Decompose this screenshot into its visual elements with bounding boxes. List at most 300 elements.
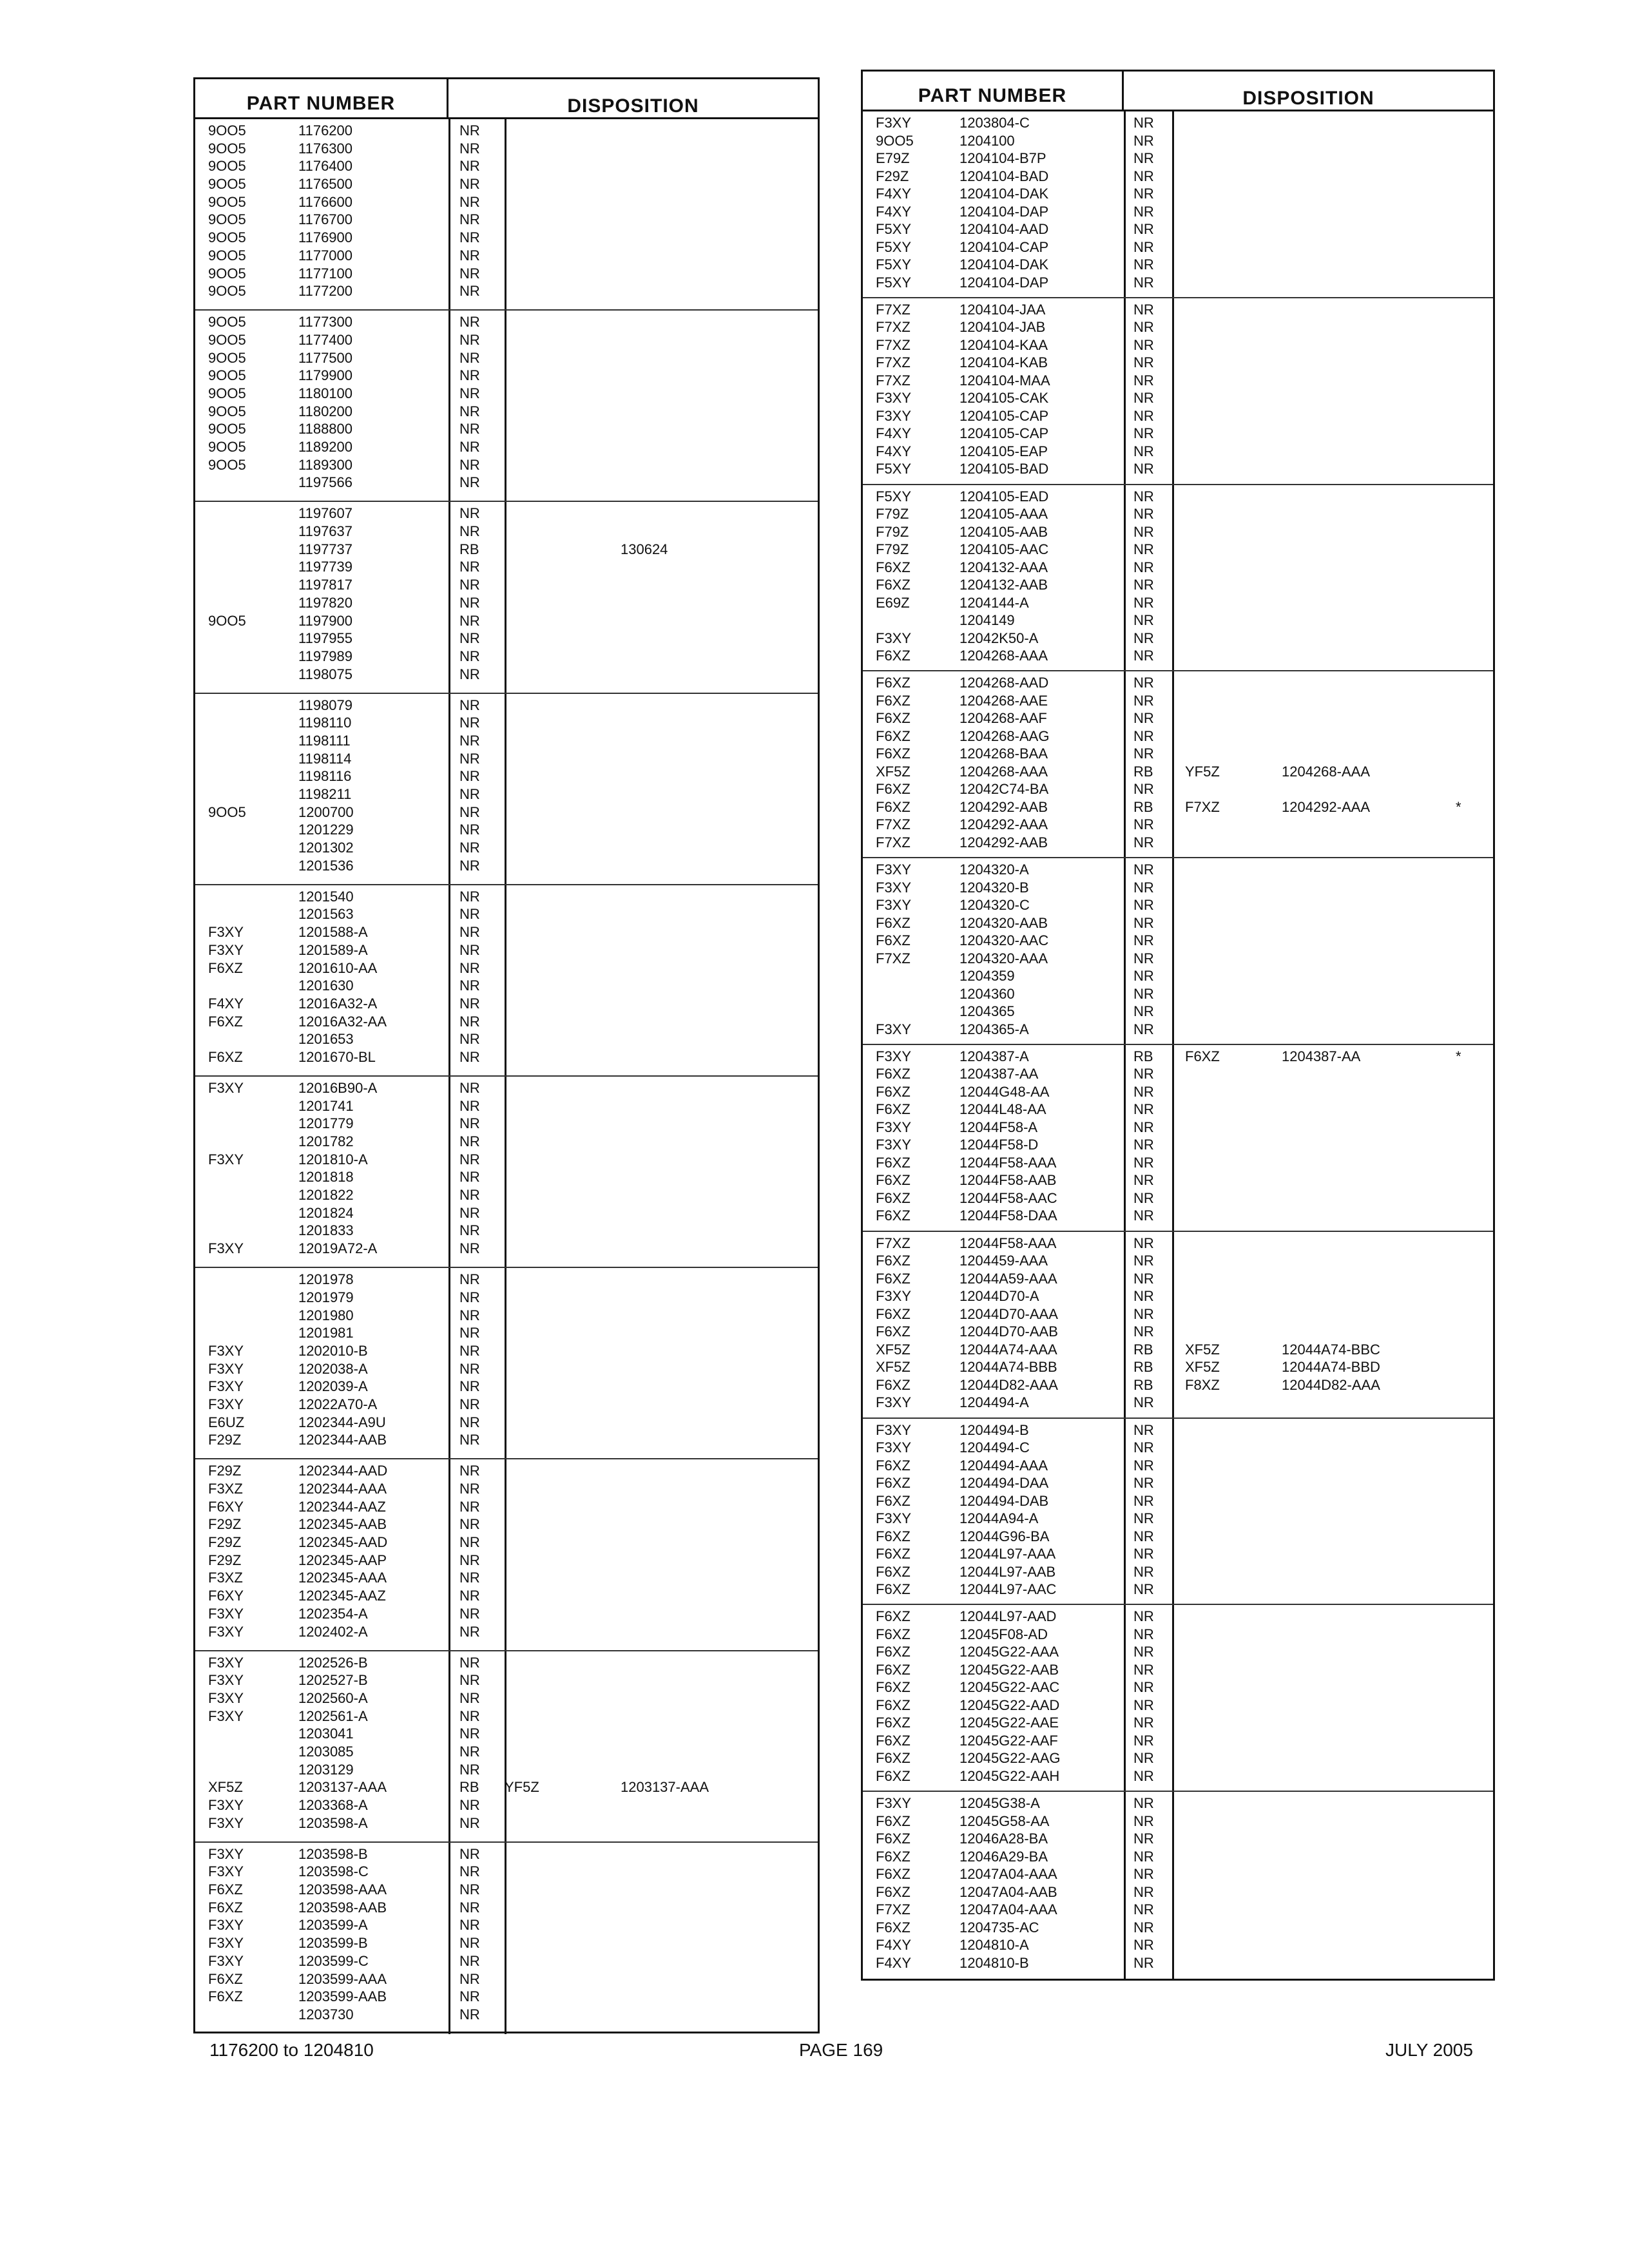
model-prefix: F7XZ [876,816,911,833]
table-row [195,1013,818,1031]
disposition-code: NR [1133,203,1154,220]
disposition-code: NR [459,648,480,664]
table-row [195,265,818,283]
table-row [195,977,818,995]
table-row [863,745,1493,763]
model-prefix: F6XZ [876,1492,911,1509]
disposition-code: NR [1133,1323,1154,1340]
model-prefix: F3XY [876,897,912,914]
part-number: 1204104-JAA [959,301,1046,318]
table-row [863,1678,1493,1696]
entry-group [195,502,818,693]
table-row [195,1863,818,1881]
disposition-code: NR [459,750,480,767]
part-number: 1203599-AAA [298,1970,387,1987]
table-row [195,648,818,666]
table-row [863,879,1493,897]
part-number: 1201536 [298,857,354,874]
table-row [863,425,1493,443]
model-prefix: F3XY [208,1360,244,1377]
disposition-code: NR [459,1845,480,1862]
model-prefix: F6XY [208,1588,244,1604]
part-number: 1200700 [298,803,354,820]
disposition-code: NR [1133,238,1154,255]
disposition-code: NR [1133,150,1154,166]
table-row [195,1498,818,1516]
model-prefix: F7XZ [876,1235,911,1251]
table-row [863,1883,1493,1901]
model-prefix: F3XY [208,1654,244,1671]
part-number: 1204735-AC [959,1919,1039,1936]
model-prefix: F6XZ [876,648,911,664]
table-row [863,559,1493,577]
table-row [863,1919,1493,1937]
disposition-code: NR [1133,461,1154,477]
part-number: 1202526-B [298,1654,368,1671]
model-prefix: F6XZ [876,1661,911,1678]
part-number: 1201818 [298,1169,354,1186]
table-row [863,914,1493,932]
table-row [195,1587,818,1605]
part-number: 1204104-AAD [959,221,1049,237]
disposition-code: NR [1133,372,1154,389]
part-number: 1197955 [298,630,353,647]
disposition-code: NR [459,1707,480,1724]
part-number: 1197566 [298,474,353,491]
part-number: 12044D70-AAB [959,1323,1058,1340]
model-prefix: F6XZ [208,959,243,976]
table-row [195,1707,818,1725]
disposition-code: NR [459,1605,480,1622]
part-number: 12019A72-A [298,1240,378,1257]
disposition-code: RB [1133,1048,1153,1064]
disposition-code: NR [459,1988,480,2005]
table-row [195,1079,818,1097]
disposition-code: NR [1133,629,1154,646]
table-row [863,1732,1493,1750]
table-row [195,438,818,456]
entry-group [195,1651,818,1843]
part-number: 1204268-AAF [959,710,1047,727]
table-row [195,1725,818,1743]
model-prefix: 9OO5 [208,247,246,264]
disposition-code: NR [1133,1679,1154,1696]
model-prefix: F3XY [876,879,912,896]
disposition-code: NR [1133,1421,1154,1438]
disposition-code: NR [1133,1003,1154,1020]
table-row [863,1189,1493,1207]
replacement-prefix: F7XZ [1185,798,1220,815]
model-prefix: F79Z [876,541,909,558]
table-row [195,1970,818,1988]
replacement-number: 12044A74-BBD [1282,1359,1380,1376]
table-row [863,1048,1493,1066]
model-prefix: F3XY [208,1952,244,1969]
part-number: 1201833 [298,1222,354,1239]
disposition-code: NR [1133,932,1154,949]
part-number: 1204105-EAD [959,488,1049,505]
disposition-code: NR [459,857,480,874]
disposition-code: NR [459,176,480,193]
table-row [195,1186,818,1204]
table-row [195,247,818,265]
table-row [195,714,818,732]
model-prefix: F5XY [876,488,912,505]
part-number: 1204105-AAB [959,523,1048,540]
table-row [195,1289,818,1307]
model-prefix: F3XY [208,1845,244,1862]
table-row [863,692,1493,710]
part-number: 1203368-A [298,1797,368,1813]
model-prefix: F29Z [208,1552,242,1568]
model-prefix: 9OO5 [208,193,246,210]
disposition-code: NR [459,1534,480,1551]
model-prefix: F6XZ [876,1644,911,1660]
table-row [863,1136,1493,1154]
disposition-code: NR [459,474,480,491]
part-number: 1189300 [298,456,353,473]
table-row [863,1171,1493,1189]
part-number: 1204104-KAB [959,354,1048,371]
table-row [195,1431,818,1449]
model-prefix: F5XY [876,274,912,291]
table-row [195,750,818,768]
part-number: 1203804-C [959,115,1030,131]
table-row [863,1848,1493,1866]
model-prefix: 9OO5 [208,314,246,331]
model-prefix: F4XY [876,425,912,442]
disposition-code: RB [1133,798,1153,815]
entry-group [863,858,1493,1045]
part-number: 12045G22-AAA [959,1644,1059,1660]
part-number: 1204132-AAA [959,559,1048,575]
disposition-code: NR [459,1307,480,1323]
disposition-code: NR [459,1863,480,1880]
part-number: 1197637 [298,523,353,540]
disposition-code: NR [459,1432,480,1448]
table-row [195,1360,818,1378]
disposition-code: NR [1133,648,1154,664]
part-number: 12042C74-BA [959,781,1049,798]
disposition-code: NR [1133,1137,1154,1153]
part-number: 1204387-AA [959,1066,1039,1082]
model-prefix: F7XZ [876,950,911,966]
table-row [863,1936,1493,1954]
disposition-code: RB [1133,1341,1153,1358]
table-row [195,1952,818,1970]
table-row [863,1581,1493,1599]
table-row [863,1376,1493,1394]
part-number: 12045G22-AAF [959,1732,1058,1749]
model-prefix: F7XZ [876,372,911,389]
table-row [195,732,818,750]
part-number: 1197607 [298,505,353,522]
table-row [863,932,1493,950]
part-number: 1202344-AAZ [298,1498,386,1515]
part-number: 12047A04-AAB [959,1883,1057,1900]
model-prefix: F6XZ [876,1189,911,1206]
table-row [863,1794,1493,1812]
disposition-code: NR [459,1623,480,1640]
part-number: 1202345-AAB [298,1516,387,1533]
table-row [863,1235,1493,1253]
table-row [863,168,1493,186]
table-row [195,1307,818,1325]
page-date: JULY 2005 [1385,2040,1473,2060]
part-number: 1204359 [959,968,1015,985]
disposition-code: NR [1133,1848,1154,1865]
table-row [863,523,1493,541]
table-row [863,336,1493,354]
table-row [863,674,1493,692]
part-number: 1204100 [959,132,1015,149]
part-number: 1176300 [298,140,353,157]
part-number: 1203599-A [298,1917,368,1934]
entry-group [195,885,818,1077]
part-number: 1202527-B [298,1672,368,1689]
table-row [863,1474,1493,1492]
disposition-code: NR [1133,1189,1154,1206]
part-number: 1198116 [298,768,352,785]
disposition-code: NR [1133,1394,1154,1411]
disposition-code: NR [459,1743,480,1760]
part-number: 1197737 [298,541,353,557]
table-row [863,185,1493,203]
model-prefix: 9OO5 [208,140,246,157]
part-number: 12045G22-AAD [959,1696,1060,1713]
disposition-code: NR [459,1899,480,1916]
model-prefix: F3XY [208,924,244,941]
model-prefix: 9OO5 [208,122,246,139]
part-number: 1203599-AAB [298,1988,387,2005]
model-prefix: F6XZ [876,577,911,593]
part-number: 1198111 [298,732,351,749]
model-prefix: F6XZ [876,1883,911,1900]
model-prefix: F4XY [208,995,244,1012]
model-prefix: F3XY [208,1378,244,1395]
part-number: 12044F58-AAB [959,1172,1057,1189]
part-number: 12044F58-D [959,1137,1039,1153]
part-number: 1203598-AAA [298,1881,387,1898]
part-number: 1204387-A [959,1048,1029,1064]
part-number: 1204320-AAB [959,914,1048,931]
model-prefix: 9OO5 [208,612,246,629]
part-number: 12044G48-AA [959,1083,1050,1100]
table-row [195,1778,818,1796]
table-row [863,132,1493,150]
model-prefix: 9OO5 [208,349,246,366]
model-prefix: F6XZ [876,745,911,762]
model-prefix: XF5Z [876,1341,911,1358]
model-prefix: XF5Z [876,763,911,780]
part-number: 1203598-C [298,1863,369,1880]
part-number: 1202402-A [298,1623,368,1640]
disposition-code: NR [459,1396,480,1412]
disposition-code: NR [1133,1608,1154,1625]
disposition-code: NR [1133,559,1154,575]
table-row [195,1605,818,1623]
part-number: 12044F58-A [959,1119,1038,1135]
table-row [863,1954,1493,1972]
part-number: 1202344-AAB [298,1432,387,1448]
table-row [863,1608,1493,1626]
disposition-code: NR [1133,879,1154,896]
model-prefix: 9OO5 [208,421,246,437]
disposition-code: NR [459,1570,480,1586]
part-number: 1201610-AA [298,959,378,976]
model-prefix: 9OO5 [208,229,246,246]
model-prefix: F79Z [876,506,909,523]
disposition-code: NR [1133,816,1154,833]
part-number: 1204105-AAA [959,506,1048,523]
table-row [863,1252,1493,1270]
part-number: 1204494-C [959,1439,1030,1456]
model-prefix: 9OO5 [208,403,246,419]
table-row [195,282,818,300]
disposition-code: RB [459,541,479,557]
part-number: 1201589-A [298,941,368,958]
part-number: 1202344-AAA [298,1481,387,1497]
model-prefix: F6XZ [876,1253,911,1269]
table-row [863,1749,1493,1767]
replacement-prefix: F6XZ [1185,1048,1220,1064]
disposition-code: NR [459,1097,480,1114]
part-number: 12044A59-AAA [959,1270,1057,1287]
part-number: 1204292-AAB [959,798,1048,815]
note-marker: * [1456,798,1461,815]
disposition-code: NR [459,577,480,593]
table-row [863,407,1493,425]
model-prefix: 9OO5 [208,385,246,401]
part-number: 12044F58-AAA [959,1235,1057,1251]
disposition-code: NR [459,559,480,575]
model-prefix: F6XZ [876,1083,911,1100]
disposition-code: NR [1133,834,1154,850]
model-prefix: F4XY [876,203,912,220]
disposition-code: NR [459,385,480,401]
entry-group [195,1077,818,1268]
table-row [195,1030,818,1048]
model-prefix: F6XZ [876,1732,911,1749]
model-prefix: F3XY [208,1917,244,1934]
model-prefix: F6XZ [876,798,911,815]
model-prefix: F3XY [208,1672,244,1689]
disposition-code: RB [1133,763,1153,780]
model-prefix: F6XZ [208,1048,243,1065]
part-number: 12045G38-A [959,1795,1040,1812]
disposition-code: NR [459,331,480,348]
table-row [863,1492,1493,1510]
part-number: 1204105-CAP [959,425,1049,442]
part-number: 12047A04-AAA [959,1901,1057,1918]
part-number: 1202345-AAA [298,1570,387,1586]
part-number: 1201653 [298,1031,354,1048]
entry-group [195,1268,818,1459]
part-number: 1204104-DAK [959,186,1049,202]
part-number: 1204320-B [959,879,1029,896]
disposition-code: NR [459,1031,480,1048]
table-row [195,803,818,822]
disposition-code: NR [459,768,480,785]
part-number: 1197900 [298,612,353,629]
model-prefix: F3XY [208,1689,244,1706]
model-prefix: F3XY [208,1396,244,1412]
disposition-code: NR [1133,968,1154,985]
model-prefix: F3XY [208,1863,244,1880]
model-prefix: F6XZ [876,914,911,931]
part-number: 1202010-B [298,1342,368,1359]
table-row [863,798,1493,816]
disposition-code: NR [459,1481,480,1497]
disposition-heading: DISPOSITION [1242,88,1374,109]
model-prefix: F6XZ [876,1376,911,1393]
disposition-code: NR [1133,407,1154,424]
part-number: 1204104-DAP [959,203,1049,220]
model-prefix: F6XZ [876,675,911,691]
model-prefix: F6XZ [876,692,911,709]
model-prefix: F3XY [876,629,912,646]
part-number: 1203129 [298,1761,354,1778]
disposition-code: NR [1133,950,1154,966]
table-row [863,1305,1493,1323]
part-number: 12016A32-AA [298,1013,387,1030]
model-prefix: F5XY [876,256,912,273]
table-row [863,318,1493,336]
replacement-number: 1204268-AAA [1282,763,1370,780]
disposition-code: NR [459,1672,480,1689]
model-prefix: F6XZ [876,1715,911,1731]
disposition-code: NR [459,1133,480,1149]
table-row [863,301,1493,319]
part-number: 12045G58-AA [959,1812,1050,1829]
table-row [863,354,1493,372]
model-prefix: 9OO5 [208,439,246,455]
table-row [195,1515,818,1533]
table-row [863,1021,1493,1039]
table-row [863,576,1493,594]
disposition-code: NR [459,803,480,820]
disposition-code: NR [1133,1305,1154,1322]
disposition-code: NR [1133,1563,1154,1580]
part-number: 1197739 [298,559,353,575]
disposition-code: NR [1133,1207,1154,1224]
model-prefix: F7XZ [876,834,911,850]
table-row [863,1065,1493,1083]
part-number: 12045F08-AD [959,1626,1048,1642]
disposition-code: NR [459,1378,480,1395]
part-number: 1198079 [298,697,353,713]
part-number: 1204105-CAP [959,407,1049,424]
table-row [195,857,818,875]
disposition-code: NR [459,523,480,540]
disposition-code: NR [1133,1626,1154,1642]
disposition-code: NR [1133,488,1154,505]
part-number: 1198110 [298,715,352,731]
disposition-code: NR [459,283,480,300]
part-number: 1204144-A [959,594,1029,611]
model-prefix: F3XY [208,1151,244,1168]
part-number: 1204104-KAA [959,336,1048,353]
left-table-header [195,79,818,119]
table-row [195,505,818,523]
disposition-code: NR [1133,1644,1154,1660]
part-number: 12045G22-AAC [959,1679,1060,1696]
disposition-code: NR [1133,745,1154,762]
model-prefix: F6XZ [876,1066,911,1082]
table-row [863,1510,1493,1528]
table-row [195,1324,818,1342]
table-row [195,1097,818,1115]
